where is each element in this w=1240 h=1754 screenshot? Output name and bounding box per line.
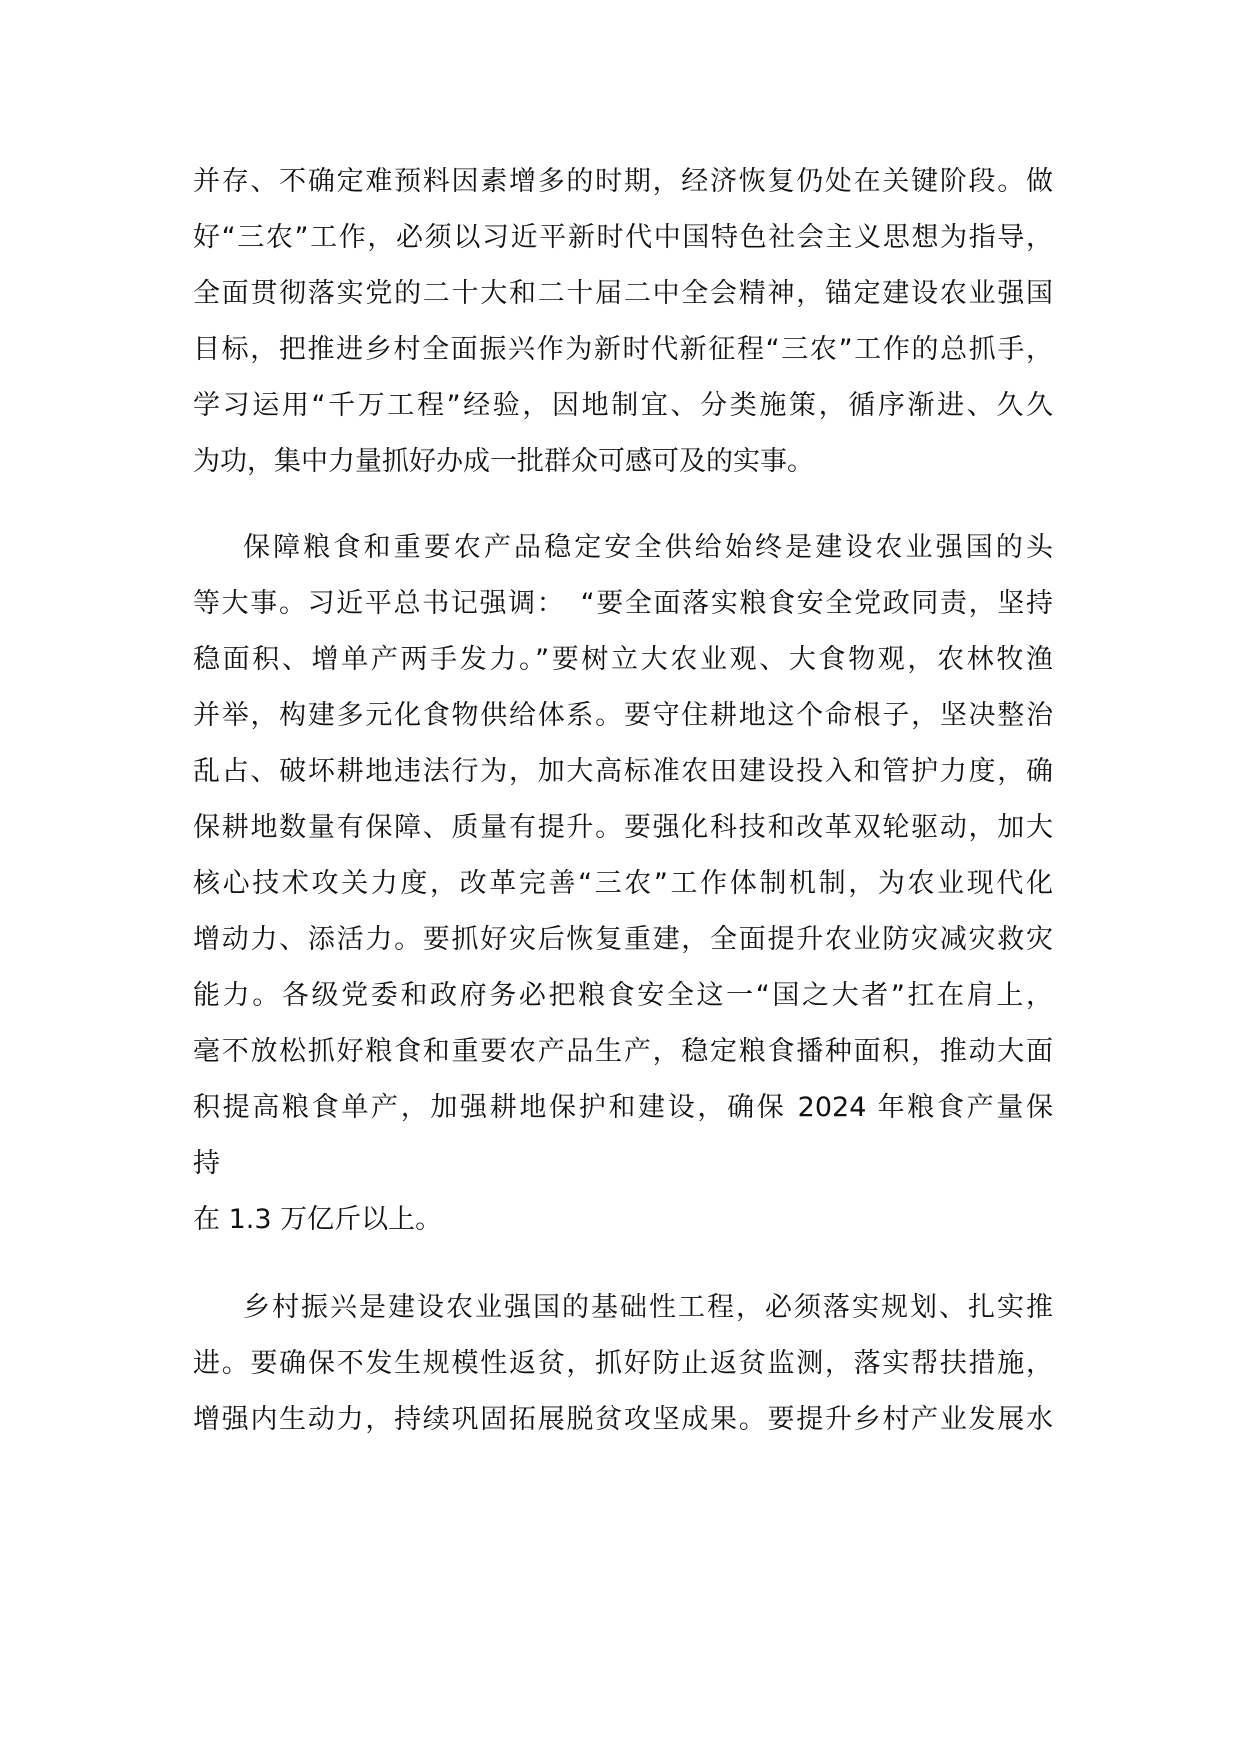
paragraph-line: 保障粮食和重要农产品稳定安全供给始终是建设农业强国的头	[243, 532, 1053, 563]
paragraph-line: 并存、不确定难预料因素增多的时期，经济恢复仍处在关键阶段。做	[193, 166, 1053, 197]
paragraph-line: 为功，集中力量抓好办成一批群众可感可及的实事。	[193, 446, 814, 477]
paragraph-line: 并举，构建多元化食物供给体系。要守住耕地这个命根子，坚决整治	[193, 700, 1053, 731]
paragraph-line: 目标，把推进乡村全面振兴作为新时代新征程“三农”工作的总抓手，	[193, 334, 1053, 365]
paragraph-line: 好“三农”工作，必须以习近平新时代中国特色社会主义思想为指导，	[193, 222, 1053, 253]
paragraph-line: 等大事。习近平总书记强调： “要全面落实粮食安全党政同责，坚持	[193, 588, 1053, 619]
paragraph-line: 乡村振兴是建设农业强国的基础性工程，必须落实规划、扎实推	[243, 1292, 1053, 1323]
paragraph-line: 进。要确保不发生规模性返贫，抓好防止返贫监测，落实帮扶措施，	[193, 1348, 1053, 1379]
paragraph-line: 乱占、破坏耕地违法行为，加大高标准农田建设投入和管护力度，确	[193, 756, 1053, 787]
paragraph-line: 全面贯彻落实党的二十大和二十届二中全会精神，锚定建设农业强国	[193, 278, 1053, 309]
paragraph-line: 学习运用“千万工程”经验，因地制宜、分类施策，循序渐进、久久	[193, 390, 1053, 421]
paragraph-line: 稳面积、增单产两手发力。”要树立大农业观、大食物观，农林牧渔	[193, 644, 1053, 675]
paragraph-line: 持	[193, 1148, 220, 1179]
paragraph-line: 能力。各级党委和政府务必把粮食安全这一“国之大者”扛在肩上，	[193, 980, 1053, 1011]
paragraph-line: 积提高粮食单产，加强耕地保护和建设，确保 2024 年粮食产量保	[193, 1092, 1053, 1123]
paragraph-line: 增动力、添活力。要抓好灾后恢复重建，全面提升农业防灾减灾救灾	[193, 924, 1053, 955]
paragraph-line: 在 1.3 万亿斤以上。	[193, 1204, 443, 1235]
paragraph-line: 毫不放松抓好粮食和重要农产品生产，稳定粮食播种面积，推动大面	[193, 1036, 1053, 1067]
paragraph-line: 增强内生动力，持续巩固拓展脱贫攻坚成果。要提升乡村产业发展水	[193, 1404, 1053, 1435]
paragraph-line: 核心技术攻关力度，改革完善“三农”工作体制机制，为农业现代化	[193, 868, 1053, 899]
paragraph-line: 保耕地数量有保障、质量有提升。要强化科技和改革双轮驱动，加大	[193, 812, 1053, 843]
